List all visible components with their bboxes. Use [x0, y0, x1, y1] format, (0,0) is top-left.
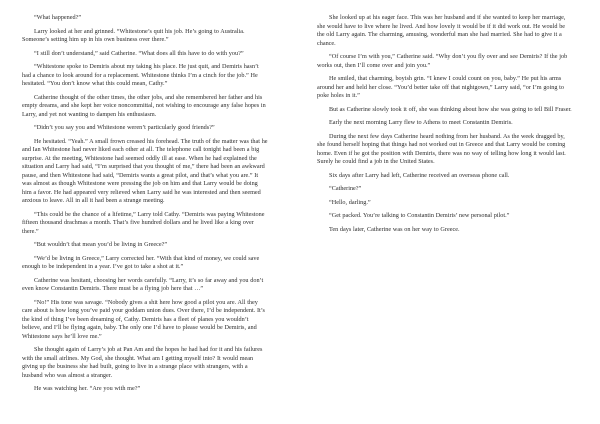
left-paragraph: “I still don’t understand,” said Catherine. “What does all this have to do with you?” — [34, 49, 244, 57]
right-paragraph: Ten days later, Catherine was on her way to Greece. — [329, 225, 460, 233]
right-paragraph: “Of course I’m with you,” Catherine said. “Why don’t you fly over and see Demiris? If the job works out, then I’ll come over and join you.” — [317, 53, 568, 69]
left-paragraph: “What happened?” — [34, 14, 82, 21]
left-paragraph: He was watching her. “Are you with me?” — [34, 385, 141, 392]
right-paragraph: Early the next morning Larry flew to Athens to meet Constantin Demiris. — [329, 119, 513, 126]
right-page — [305, 0, 585, 424]
right-paragraph: He smiled, that charming, boyish grin. “I knew I could count on you, baby.” He put his arms around her and held her close. “You’d better take off that nightgown,” Larry said, “or I’m going to poke holes in it.” — [317, 75, 564, 99]
right-paragraph: But as Catherine slowly took it off, she was thinking about how she was going to tell Bill Fraser. — [329, 105, 572, 113]
page-gutter — [298, 0, 299, 424]
left-paragraph: “But wouldn’t that mean you’d be living in Greece?” — [34, 241, 168, 248]
left-paragraph: Larry looked at her and grinned. “Whitestone’s quit his job. He’s going to Australia. Someone’s setting him up in his own business over there.” — [22, 27, 245, 43]
right-paragraph: “Get packed. You’re talking to Constantin Demiris’ new personal pilot.” — [329, 212, 510, 219]
right-paragraph: “Catherine?” — [329, 185, 362, 192]
right-paragraph: During the next few days Catherine heard nothing from her husband. As the week dragged by, she found herself hoping that things had not worked out in Greece and that Larry would be coming home. Even if he got the position with Demiris, there was no way of telling how long it would last. Surely he could find a job in the United States. — [317, 132, 566, 165]
left-paragraph: Catherine thought of the other times, the other jobs, and she remembered her father and his empty dreams, and she kept her voice noncommittal, not wishing to encourage any false hopes in Larry, and yet not wanting to dampen his enthusiasm. — [22, 93, 266, 118]
right-paragraph: “Hello, darling.” — [329, 198, 371, 206]
left-paragraph: “Whitestone spoke to Demiris about my taking his place. He just quit, and Demiris hasn’t had a chance to look around for a replacement. Whitestone thinks I’m a cinch for the job.” He hesitated. “You don’t know what this could mean, Cathy.” — [22, 63, 259, 87]
left-paragraph: “This could be the chance of a lifetime,” Larry told Cathy. “Demiris was paying Whitestone fifteen thousand drachmas a month. That’s five hundred dollars and he lived like a king over there.” — [22, 210, 265, 235]
left-paragraph: Catherine was hesitant, choosing her words carefully. “Larry, it’s so far away and you don’t even know Constantin Demiris. There must be a flying job here that …” — [22, 276, 264, 292]
left-page — [0, 0, 280, 424]
left-paragraph: “We’d be living in Greece,” Larry corrected her. “With that kind of money, we could save enough to be independent in a year. I’ve got to take a shot at it.” — [22, 254, 260, 270]
left-paragraph: She thought again of Larry’s job at Pan Am and the hopes he had had for it and his failures with the small airlines. My God, she thought. What am I getting myself into? It would mean giving up the business she had built, going to live in a strange place with strangers, with a husband who was almost a stranger. — [22, 346, 263, 379]
left-paragraph: He hesitated. “Yeah.” A small frown creased his forehead. The truth of the matter was that he and Ian Whitestone had never liked each other at all. The telephone call tonight had been a big surprise. At the meeting, Whitestone had seemed oddly ill at ease. When he had explained the situation and Larry had said, “I’m surprised that you thought of me,” there had been an awkward pause, and then Whitestone had said, “Demiris wants a great pilot, and that’s what you are.” It was almost as though Whitestone were pressing the job on him and that Larry would be doing him a favor. He had appeared very relieved when Larry said he was interested and then seemed anxious to leave. All in all it had been a strange meeting. — [22, 137, 268, 204]
left-paragraph: “Didn’t you say you and Whitestone weren’t particularly good friends?” — [34, 124, 215, 131]
right-paragraph: She looked up at his eager face. This was her husband and if she wanted to keep her marriage, she would have to live where he lived. And how lovely it would be if it did work out. He would be the old Larry again. The charming, amusing, wonderful man she had married. She had to give it a chance. — [317, 14, 566, 47]
right-paragraph: Six days after Larry had left, Catherine received an overseas phone call. — [329, 171, 510, 179]
left-paragraph: “No!” His tone was savage. “Nobody gives a shit here how good a pilot you are. All they care about is how long you’ve paid your goddam union dues. Over there, I’d be independent. It’s the kind of thing I’ve been dreaming of, Cathy. Demiris has a fleet of planes you wouldn’t believe, and I’ll be flying again, baby. The only one I’d have to please would be Demiris, and Whitestone says he’ll love me.” — [22, 298, 265, 340]
